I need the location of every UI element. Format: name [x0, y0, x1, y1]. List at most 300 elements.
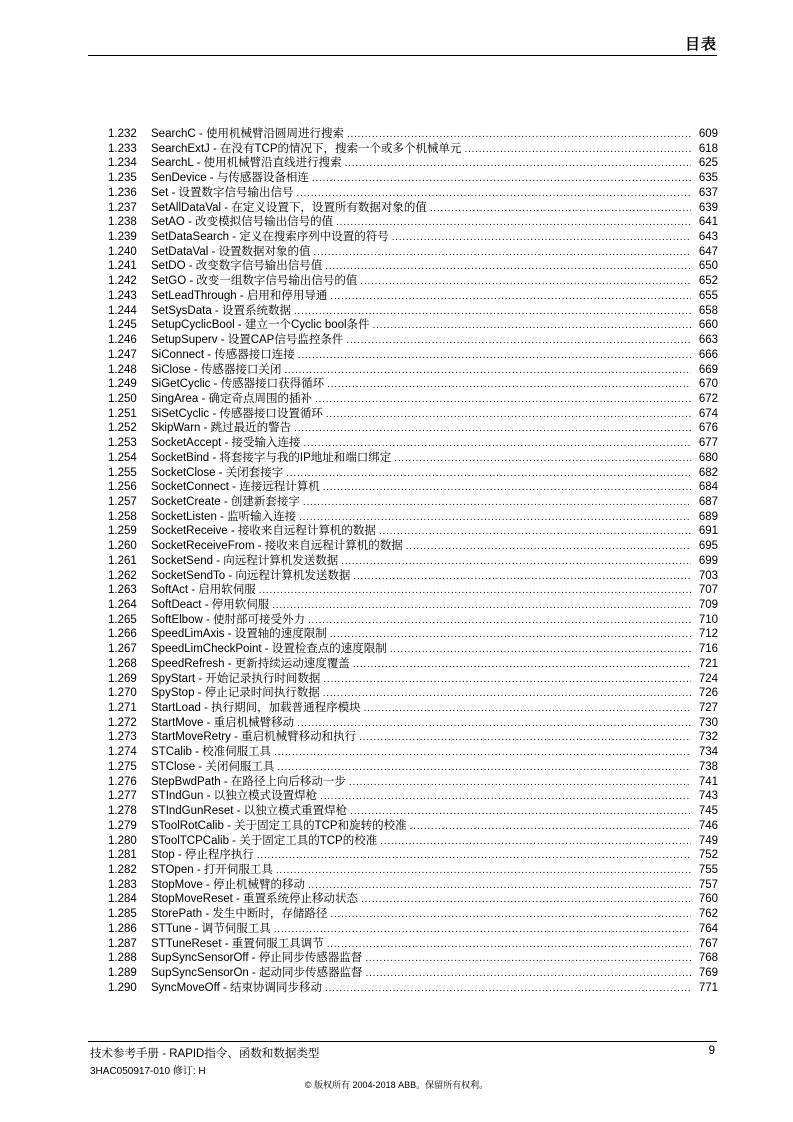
toc-entry-title: SocketConnect - 连接远程计算机	[151, 481, 320, 494]
toc-dot-leader	[274, 922, 691, 938]
toc-entry[interactable]	[108, 245, 718, 260]
toc-entry[interactable]	[108, 127, 718, 142]
toc-entry[interactable]	[108, 201, 718, 216]
toc-entry[interactable]	[108, 701, 718, 716]
toc-entry-title: SupSyncSensorOff - 停止同步传感器监督	[151, 952, 363, 965]
toc-entry-title: SocketCreate - 创建新套接字	[151, 495, 300, 508]
toc-dot-leader	[312, 171, 691, 187]
toc-entry-page: 703	[698, 569, 718, 582]
toc-dot-leader	[353, 569, 691, 585]
toc-entry-number: 1.281	[108, 849, 137, 862]
toc-entry-title: SocketAccept - 接受输入连接	[151, 437, 301, 450]
toc-entry-title: SetAllDataVal - 在定义设置下，设置所有数据对象的值	[151, 201, 427, 214]
toc-dot-leader	[392, 230, 691, 246]
toc-entry-title: StartMoveRetry - 重启机械臂移动和执行	[151, 731, 357, 744]
toc-entry[interactable]	[108, 171, 718, 186]
toc-entry-title: SearchC - 使用机械臂沿圆周进行搜索	[151, 128, 344, 140]
toc-entry[interactable]	[108, 569, 718, 584]
toc-entry-title: SingArea - 确定奇点周围的插补	[151, 392, 313, 405]
toc-entry-title: SToolTCPCalib - 关于固定工具的TCP的校准	[151, 834, 378, 847]
toc-entry-number: 1.282	[108, 863, 137, 876]
toc-entry-page: 650	[698, 260, 718, 273]
toc-dot-leader	[327, 937, 691, 953]
toc-entry-page: 721	[698, 657, 718, 670]
toc-entry[interactable]	[108, 598, 718, 613]
toc-entry-page: 724	[698, 672, 718, 685]
toc-entry-page: 689	[698, 510, 718, 523]
toc-entry[interactable]	[108, 318, 718, 333]
toc-entry-number: 1.245	[108, 319, 137, 332]
toc-dot-leader	[373, 318, 691, 334]
toc-entry-number: 1.261	[108, 554, 137, 567]
toc-dot-leader	[330, 627, 691, 643]
toc-entry-number: 1.268	[108, 657, 137, 670]
toc-dot-leader	[286, 466, 691, 482]
toc-entry-page: 712	[698, 628, 718, 641]
toc-entry-title: STTune - 调节伺服工具	[151, 922, 271, 935]
toc-entry-number: 1.241	[108, 260, 137, 273]
toc-entry-title: StartMove - 重启机械臂移动	[151, 716, 295, 729]
toc-entry-page: 674	[698, 407, 718, 420]
toc-entry-number: 1.237	[108, 201, 137, 214]
toc-entry-number: 1.262	[108, 569, 137, 582]
toc-entry[interactable]	[108, 274, 718, 289]
toc-dot-leader	[294, 304, 691, 320]
toc-entry[interactable]	[108, 436, 718, 451]
toc-entry-title: STTuneReset - 重置伺服工具调节	[151, 937, 324, 950]
toc-entry-title: StopMoveReset - 重置系统停止移动状态	[151, 893, 359, 906]
toc-entry-number: 1.280	[108, 834, 137, 847]
toc-dot-leader	[294, 421, 691, 437]
toc-entry-title: STCalib - 校准伺服工具	[151, 746, 272, 759]
toc-entry-title: SetLeadThrough - 启用和停用导通	[151, 289, 328, 302]
toc-dot-leader	[347, 127, 691, 143]
toc-entry[interactable]	[108, 230, 718, 245]
toc-entry-title: SocketReceiveFrom - 接收来自远程计算机的数据	[151, 540, 403, 553]
toc-entry[interactable]	[108, 539, 718, 554]
toc-entry[interactable]	[108, 937, 718, 952]
toc-dot-leader	[323, 672, 691, 688]
toc-entry-page: 699	[698, 554, 718, 567]
toc-entry-page: 684	[698, 481, 718, 494]
toc-entry-title: SpyStart - 开始记录执行时间数据	[151, 672, 321, 685]
toc-entry-number: 1.290	[108, 981, 137, 994]
toc-dot-leader	[346, 333, 691, 349]
toc-dot-leader	[353, 657, 691, 673]
toc-entry[interactable]	[108, 377, 718, 392]
toc-entry[interactable]	[108, 451, 718, 466]
toc-entry[interactable]	[108, 363, 718, 378]
toc-dot-leader	[380, 834, 691, 850]
toc-dot-leader	[323, 686, 691, 702]
toc-entry-number: 1.242	[108, 275, 137, 288]
toc-dot-leader	[366, 966, 691, 982]
toc-entry-title: SocketListen - 监听输入连接	[151, 510, 297, 523]
toc-entry-page: 660	[698, 319, 718, 332]
toc-entry-page: 745	[698, 805, 718, 818]
toc-dot-leader	[379, 524, 691, 540]
toc-entry-page: 677	[698, 437, 718, 450]
toc-entry-number: 1.288	[108, 952, 137, 965]
toc-dot-leader	[330, 289, 691, 305]
toc-entry-number: 1.232	[108, 128, 137, 140]
toc-entry[interactable]	[108, 466, 718, 481]
toc-entry-title: SetDataSearch - 定义在搜索序列中设置的符号	[151, 231, 389, 244]
toc-entry-title: SoftDeact - 停用软伺服	[151, 599, 270, 611]
toc-entry-page: 691	[698, 525, 718, 538]
toc-entry-number: 1.253	[108, 437, 137, 450]
toc-entry[interactable]	[108, 642, 718, 657]
toc-dot-leader	[325, 259, 691, 275]
toc-entry-title: Stop - 停止程序执行	[151, 849, 254, 862]
toc-entry-number: 1.265	[108, 613, 137, 626]
toc-entry-page: 625	[698, 157, 718, 170]
toc-entry-title: SiSetCyclic - 传感器接口设置循环	[151, 407, 323, 420]
toc-entry[interactable]	[108, 156, 718, 171]
footer-rule	[88, 1041, 717, 1042]
toc-dot-leader	[274, 745, 691, 761]
toc-entry-number: 1.257	[108, 495, 137, 508]
toc-entry[interactable]	[108, 259, 718, 274]
toc-dot-leader	[314, 245, 691, 261]
toc-entry-number: 1.270	[108, 687, 137, 700]
toc-entry-number: 1.266	[108, 628, 137, 641]
toc-entry-title: SenDevice - 与传感器设备相连	[151, 172, 309, 185]
toc-entry-number: 1.234	[108, 157, 137, 170]
toc-dot-leader	[325, 981, 691, 997]
toc-entry-number: 1.250	[108, 392, 137, 405]
toc-entry-page: 643	[698, 231, 718, 244]
toc-entry[interactable]	[108, 775, 718, 790]
footer-page-number: 9	[708, 1045, 715, 1057]
toc-dot-leader	[308, 613, 691, 629]
toc-entry[interactable]	[108, 392, 718, 407]
toc-entry[interactable]	[108, 730, 718, 745]
toc-entry-page: 618	[698, 142, 718, 155]
header-rule	[88, 55, 717, 56]
toc-entry-page: 680	[698, 451, 718, 464]
toc-entry-title: SetAO - 改变模拟信号输出信号的值	[151, 216, 334, 229]
toc-dot-leader	[349, 775, 691, 791]
toc-dot-leader	[259, 583, 691, 599]
toc-entry-number: 1.285	[108, 908, 137, 921]
toc-entry-page: 707	[698, 584, 718, 597]
toc-entry-page: 738	[698, 760, 718, 773]
toc-entry-number: 1.239	[108, 231, 137, 244]
toc-dot-leader	[359, 730, 691, 746]
toc-entry-page: 769	[698, 966, 718, 979]
toc-dot-leader	[345, 156, 691, 172]
toc-entry-title: SocketClose - 关闭套接字	[151, 466, 284, 479]
toc-entry-title: SpeedLimCheckPoint - 设置检查点的速度限制	[151, 643, 387, 656]
toc-entry-number: 1.289	[108, 966, 137, 979]
toc-entry-number: 1.272	[108, 716, 137, 729]
toc-dot-leader	[303, 495, 691, 511]
toc-dot-leader	[272, 598, 691, 614]
toc-entry[interactable]	[108, 480, 718, 495]
toc-entry-page: 767	[698, 937, 718, 950]
toc-entry-title: SocketBind - 将套接字与我的IP地址和端口绑定	[151, 451, 392, 464]
toc-entry-title: STIndGunReset - 以独立模式重置焊枪	[151, 805, 348, 818]
toc-entry-title: SocketSend - 向远程计算机发送数据	[151, 554, 339, 567]
toc-entry-page: 710	[698, 613, 718, 626]
toc-entry-title: SpeedRefresh - 更新持续运动速度覆盖	[151, 657, 350, 670]
toc-entry[interactable]	[108, 627, 718, 642]
toc-entry-page: 682	[698, 466, 718, 479]
toc-entry-page: 637	[698, 186, 718, 199]
toc-entry-number: 1.277	[108, 790, 137, 803]
toc-dot-leader	[410, 819, 691, 835]
toc-entry-title: SiGetCyclic - 传感器接口获得循环	[151, 378, 325, 391]
toc-entry-page: 658	[698, 304, 718, 317]
toc-entry-title: SetDO - 改变数字信号输出信号值	[151, 260, 323, 273]
toc-entry-title: SetSysData - 设置系统数据	[151, 304, 291, 317]
footer-manual-title: 技术参考手册 - RAPID指令、函数和数据类型	[90, 1048, 320, 1060]
toc-dot-leader	[257, 848, 691, 864]
toc-entry-page: 764	[698, 922, 718, 935]
toc-entry-number: 1.287	[108, 937, 137, 950]
toc-entry-number: 1.251	[108, 407, 137, 420]
toc-entry-page: 669	[698, 363, 718, 376]
toc-dot-leader	[276, 863, 691, 879]
toc-entry-number: 1.267	[108, 643, 137, 656]
toc-entry-page: 743	[698, 790, 718, 803]
toc-entry-page: 752	[698, 849, 718, 862]
toc-entry-page: 734	[698, 746, 718, 759]
toc-dot-leader	[277, 760, 691, 776]
toc-dot-leader	[430, 201, 691, 217]
toc-dot-leader	[284, 363, 691, 379]
toc-entry-title: STOpen - 打开伺服工具	[151, 863, 273, 876]
toc-entry-page: 760	[698, 893, 718, 906]
toc-entry-title: SetupSuperv - 设置CAP信号监控条件	[151, 334, 344, 347]
toc-entry[interactable]	[108, 407, 718, 422]
toc-entry-number: 1.243	[108, 289, 137, 302]
toc-entry-title: SearchL - 使用机械臂沿直线进行搜索	[151, 157, 342, 170]
toc-entry-number: 1.283	[108, 878, 137, 891]
toc-entry-number: 1.240	[108, 245, 137, 258]
toc-entry-page: 732	[698, 731, 718, 744]
toc-entry[interactable]	[108, 554, 718, 569]
toc-entry-page: 666	[698, 348, 718, 361]
toc-dot-leader	[326, 407, 691, 423]
toc-entry[interactable]	[108, 672, 718, 687]
toc-entry-title: Set - 设置数字信号输出信号	[151, 186, 294, 199]
toc-entry-number: 1.258	[108, 510, 137, 523]
toc-entry-page: 695	[698, 540, 718, 553]
toc-entry-title: SocketReceive - 接收来自远程计算机的数据	[151, 525, 376, 538]
toc-entry-page: 635	[698, 172, 718, 185]
toc-entry-page: 655	[698, 289, 718, 302]
footer-doc-id: 3HAC050917-010 修订: H	[90, 1066, 206, 1077]
toc-entry-number: 1.235	[108, 172, 137, 185]
toc-entry-title: StepBwdPath - 在路径上向后移动一步	[151, 775, 346, 788]
toc-entry[interactable]	[108, 421, 718, 436]
toc-entry[interactable]	[108, 863, 718, 878]
toc-entry[interactable]	[108, 583, 718, 598]
toc-entry[interactable]	[108, 716, 718, 731]
toc-entry-number: 1.260	[108, 540, 137, 553]
toc-entry[interactable]	[108, 495, 718, 510]
toc-entry-number: 1.278	[108, 805, 137, 818]
toc-entry-number: 1.236	[108, 186, 137, 199]
toc-entry-number: 1.271	[108, 702, 137, 715]
toc-dot-leader	[320, 789, 691, 805]
toc-entry-title: StopMove - 停止机械臂的移动	[151, 878, 305, 891]
toc-entry-page: 762	[698, 908, 718, 921]
toc-entry[interactable]	[108, 981, 718, 996]
toc-entry-number: 1.244	[108, 304, 137, 317]
toc-entry-number: 1.286	[108, 922, 137, 935]
toc-entry-page: 676	[698, 422, 718, 435]
toc-entry-title: SupSyncSensorOn - 起动同步传感器监督	[151, 966, 363, 979]
toc-entry[interactable]	[108, 804, 718, 819]
toc-entry-page: 746	[698, 819, 718, 832]
toc-entry-number: 1.249	[108, 378, 137, 391]
toc-entry-number: 1.256	[108, 481, 137, 494]
toc-entry-number: 1.279	[108, 819, 137, 832]
toc-entry-title: SkipWarn - 跳过最近的警告	[151, 422, 292, 435]
toc-entry-page: 639	[698, 201, 718, 214]
toc-entry-page: 726	[698, 687, 718, 700]
toc-entry-page: 609	[698, 128, 718, 140]
toc-entry[interactable]	[108, 613, 718, 628]
toc-entry[interactable]	[108, 142, 718, 157]
toc-entry[interactable]	[108, 951, 718, 966]
toc-dot-leader	[323, 480, 691, 496]
toc-entry-title: SyncMoveOff - 结束协调同步移动	[151, 981, 323, 994]
toc-entry-page: 647	[698, 245, 718, 258]
toc-entry[interactable]	[108, 304, 718, 319]
toc-entry-number: 1.247	[108, 348, 137, 361]
toc-entry-number: 1.246	[108, 334, 137, 347]
toc-entry[interactable]	[108, 686, 718, 701]
toc-entry[interactable]	[108, 834, 718, 849]
toc-entry[interactable]	[108, 215, 718, 230]
toc-entry-page: 771	[698, 981, 718, 994]
toc-dot-leader	[341, 554, 691, 570]
toc-entry-number: 1.259	[108, 525, 137, 538]
toc-entry-page: 670	[698, 378, 718, 391]
toc-entry-number: 1.238	[108, 216, 137, 229]
toc-entry[interactable]	[108, 289, 718, 304]
toc-dot-leader	[299, 510, 691, 526]
toc-entry-page: 755	[698, 863, 718, 876]
toc-dot-leader	[390, 642, 691, 658]
toc-entry-title: SpeedLimAxis - 设置轴的速度限制	[151, 628, 327, 641]
toc-dot-leader	[327, 377, 691, 393]
toc-entry[interactable]	[108, 186, 718, 201]
toc-entry[interactable]	[108, 907, 718, 922]
toc-entry-page: 687	[698, 495, 718, 508]
toc-entry-number: 1.263	[108, 584, 137, 597]
toc-entry-page: 709	[698, 599, 718, 611]
toc-entry-number: 1.275	[108, 760, 137, 773]
toc-entry-number: 1.248	[108, 363, 137, 376]
toc-entry[interactable]	[108, 922, 718, 937]
table-of-contents	[108, 127, 718, 995]
toc-entry[interactable]	[108, 333, 718, 348]
toc-dot-leader	[315, 392, 691, 408]
toc-dot-leader	[330, 907, 691, 923]
toc-entry-title: SetupCyclicBool - 建立一个Cyclic bool条件	[151, 319, 370, 332]
toc-entry-number: 1.276	[108, 775, 137, 788]
toc-entry-page: 672	[698, 392, 718, 405]
toc-entry[interactable]	[108, 966, 718, 981]
toc-dot-leader	[350, 804, 691, 820]
toc-entry-page: 652	[698, 275, 718, 288]
toc-dot-leader	[361, 892, 691, 908]
toc-entry-title: SetDataVal - 设置数据对象的值	[151, 245, 311, 258]
toc-entry-number: 1.233	[108, 142, 137, 155]
toc-entry-number: 1.284	[108, 893, 137, 906]
toc-dot-leader	[296, 186, 691, 202]
toc-entry-title: SetGO - 改变一组数字信号输出信号的值	[151, 275, 358, 288]
toc-dot-leader	[406, 539, 691, 555]
toc-entry-number: 1.273	[108, 731, 137, 744]
toc-entry[interactable]	[108, 819, 718, 834]
toc-entry[interactable]	[108, 789, 718, 804]
toc-dot-leader	[364, 701, 691, 717]
toc-entry[interactable]	[108, 657, 718, 672]
toc-dot-leader	[308, 878, 691, 894]
toc-entry[interactable]	[108, 510, 718, 525]
footer-copyright: © 版权所有 2004-2018 ABB。保留所有权利。	[304, 1080, 489, 1090]
toc-dot-leader	[297, 716, 691, 732]
toc-entry-number: 1.269	[108, 672, 137, 685]
toc-entry-title: StorePath - 发生中断时，存储路径	[151, 908, 328, 921]
toc-entry[interactable]	[108, 745, 718, 760]
toc-entry-title: SpyStop - 停止记录时间执行数据	[151, 687, 320, 700]
toc-dot-leader	[465, 142, 691, 158]
toc-entry-title: SiConnect - 传感器接口连接	[151, 348, 295, 361]
toc-entry-title: SocketSendTo - 向远程计算机发送数据	[151, 569, 351, 582]
toc-entry[interactable]	[108, 892, 718, 907]
toc-dot-leader	[360, 274, 691, 290]
toc-entry-page: 730	[698, 716, 718, 729]
toc-entry[interactable]	[108, 524, 718, 539]
toc-entry[interactable]	[108, 848, 718, 863]
toc-entry-page: 663	[698, 334, 718, 347]
toc-entry-number: 1.274	[108, 746, 137, 759]
toc-entry-title: SToolRotCalib - 关于固定工具的TCP和旋转的校准	[151, 819, 407, 832]
toc-entry-number: 1.255	[108, 466, 137, 479]
toc-entry-page: 741	[698, 775, 718, 788]
toc-entry-title: STIndGun - 以独立模式设置焊枪	[151, 790, 318, 803]
toc-entry-number: 1.254	[108, 451, 137, 464]
toc-entry-number: 1.264	[108, 599, 137, 611]
toc-dot-leader	[394, 451, 691, 467]
toc-entry-title: STClose - 关闭伺服工具	[151, 760, 275, 773]
toc-entry-page: 757	[698, 878, 718, 891]
toc-entry-page: 768	[698, 952, 718, 965]
page-header-title: 目表	[684, 35, 717, 53]
toc-entry-page: 716	[698, 643, 718, 656]
toc-entry-title: StartLoad - 执行期间，加载普通程序模块	[151, 702, 361, 715]
toc-entry-number: 1.252	[108, 422, 137, 435]
toc-entry-title: SoftAct - 启用软伺服	[151, 584, 256, 597]
toc-entry-page: 749	[698, 834, 718, 847]
toc-dot-leader	[298, 348, 691, 364]
toc-entry-title: SiClose - 传感器接口关闭	[151, 363, 282, 376]
toc-entry[interactable]	[108, 348, 718, 363]
toc-dot-leader	[365, 951, 691, 967]
toc-entry[interactable]	[108, 760, 718, 775]
toc-entry-title: SoftElbow - 使肘部可接受外力	[151, 613, 305, 626]
toc-entry[interactable]	[108, 878, 718, 893]
toc-entry-page: 727	[698, 702, 718, 715]
toc-entry-title: SearchExtJ - 在没有TCP的情况下，搜索一个或多个机械单元	[151, 142, 462, 155]
